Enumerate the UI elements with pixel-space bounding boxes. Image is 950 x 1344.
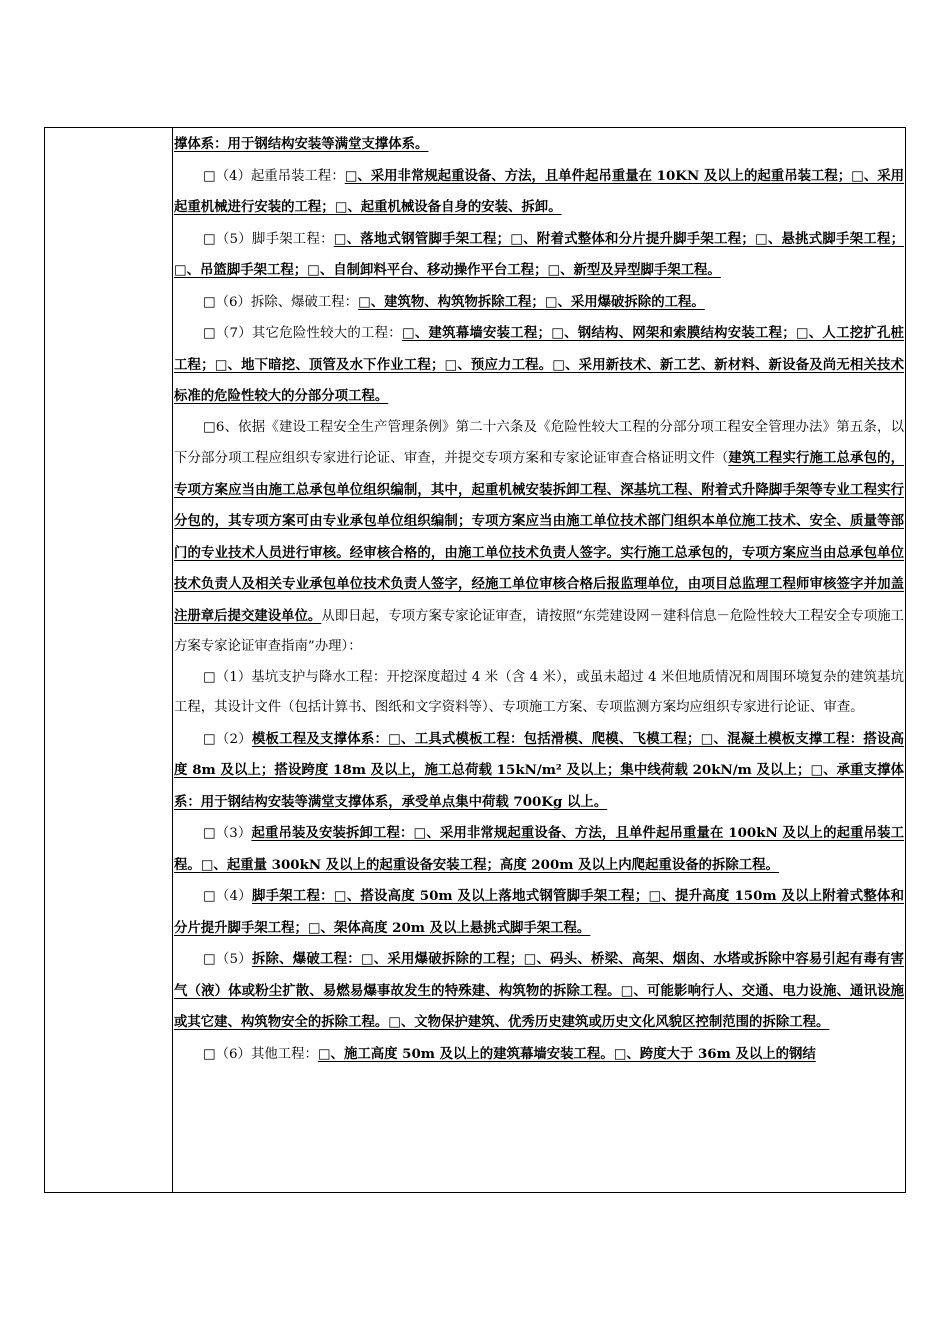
text-segment: □、吊篮脚手架工程；	[174, 262, 308, 278]
text-segment: □、工具式模板工程：包括滑模、爬模、飞模工程；	[388, 730, 701, 747]
paragraph-p3	[174, 287, 904, 319]
paragraph-p9	[174, 881, 904, 944]
content-table	[44, 127, 906, 1193]
paragraph-p0	[174, 129, 904, 161]
text-segment: 从即日起，专项方案专家论证审查，请按照“东莞建设网－建科信息－危险性较大工程安全专项施工方案专家论证审查指南”办理）：	[174, 608, 905, 654]
paragraph-p10	[174, 944, 904, 1039]
text-segment: □、起重机械设备自身的安装、拆卸。	[334, 199, 562, 215]
text-segment: 建筑工程实行施工总承包的，专项方案应当由施工总承包单位组织编制，其中，起重机械安装拆卸工程、深基坑工程、附着式升降脚手架等专业工程实行分包的，其专项方案可由专业承包单位组织编制；专项方案应当由施工单位技术部门组织本单位施工技术、安全、质量等部门的专业技术人员进行审核。经审核合格的，由施工单位技术负责人签字。实行施工总承包的，专项方案应当由总承包单位技术负责人及相关专业承包单位技术负责人签字，经施工单位审核合格后报监理单位，由项目总监理工程师审核签字并加盖注册章后提交建设单位。	[174, 450, 905, 624]
text-segment: □、承重支撑体系：用于钢结构安装等满堂支撑体系，承受单点集中荷载 700Kg 以上。	[174, 762, 904, 810]
paragraph-p4	[174, 318, 904, 413]
text-segment: 脚手架工程：	[251, 888, 334, 904]
text-segment: □、起重量 300kN 及以上的起重设备安装工程；高度 200m 及以上内爬起重设备的拆除工程。	[200, 856, 779, 873]
text-segment: □、采用爆破拆除的工程；	[360, 951, 524, 967]
text-segment: □、新型及异型脚手架工程。	[547, 262, 721, 278]
text-segment: □（5）脚手架工程：	[203, 231, 334, 247]
text-segment: □、悬挑式脚手架工程；	[754, 230, 904, 247]
text-segment: □、混凝土模板支撑工程：搭设高度 8m 及以上；搭设跨度 18m 及以上，施工总荷载 15kN/m² 及以上；集中线荷载 20kN/m 及以上；	[174, 730, 905, 778]
text-segment: 撑体系：用于钢结构安装等满堂支撑体系。	[174, 136, 429, 152]
text-segment: □、采用起重机械进行安装的工程；	[174, 167, 905, 215]
text-segment: □、采用非常规起重设备、方法，且单件起吊重量在 10KN 及以上的起重吊装工程；	[344, 167, 852, 184]
text-segment: □、建筑幕墙安装工程；	[401, 325, 551, 341]
text-segment: □（6）其他工程：	[203, 1046, 318, 1062]
text-segment: □、自制卸料平台、移动操作平台工程；	[307, 262, 548, 278]
text-segment: □6、依据《建设工程安全生产管理条例》第二十六条及《危险性较大工程的分部分项工程安全管理办法》第五条，以下分部分项工程应组织专家进行论证、审查，并提交专项方案和专家论证审查合格证明文件（	[174, 419, 904, 466]
paragraph-p7	[174, 724, 904, 819]
text-segment: □、架体高度 20m 及以上悬挑式脚手架工程。	[307, 919, 591, 936]
text-segment: □（4）起重吊装工程：	[203, 168, 345, 184]
text-segment: □、采用非常规起重设备、方法，且单件起吊重量在 100kN 及以上的起重吊装工程。	[174, 825, 905, 873]
text-segment: □、地下暗挖、顶管及水下作业工程；	[214, 356, 445, 373]
text-segment: □、施工高度 50m 及以上的建筑幕墙安装工程。	[317, 1045, 614, 1062]
text-segment: □（1）基坑支护与降水工程：开挖深度超过 4 米（含 4 米），或虽未超过 4 米但地质情况和周围环境复杂的建筑基坑工程，其设计文件（包括计算书、图纸和文字资料等）、专项施工方案、专项监测方案均应组织专家进行论证、审查。	[174, 669, 904, 715]
text-segment: □（4）	[203, 889, 252, 904]
text-segment: □、采用爆破拆除的工程。	[544, 293, 705, 310]
text-segment: □（7）其它危险性较大的工程：	[203, 326, 402, 341]
text-segment: 拆除、爆破工程：	[251, 951, 361, 967]
text-segment: □、跨度大于 36m 及以上的钢结	[613, 1045, 816, 1062]
text-segment: □（5）	[203, 952, 252, 967]
paragraph-p5	[174, 413, 904, 663]
text-segment: 模板工程及支撑体系：	[251, 730, 389, 747]
paragraph-p2	[174, 224, 904, 287]
text-segment: 起重吊装及安装拆卸工程：	[251, 825, 414, 841]
paragraph-p1	[174, 161, 904, 224]
paragraph-p8	[174, 818, 904, 881]
text-segment: □、码头、桥梁、高架、烟囱、水塔或拆除中容易引起有毒有害气（液）体或粉尘扩散、易燃易爆事故发生的特殊建、构筑物的拆除工程。	[174, 951, 905, 999]
paragraph-p6	[174, 663, 904, 724]
text-segment: □、文物保护建筑、优秀历史建筑或历史文化风貌区控制范围的拆除工程。	[388, 1014, 830, 1030]
text-segment: □、落地式钢管脚手架工程；	[333, 230, 511, 247]
text-segment: □、采用新技术、新工艺、新材料、新设备及尚无相关技术标准的危险性较大的分部分项工程。	[174, 356, 904, 404]
text-segment: □、提升高度 150m 及以上附着式整体和分片提升脚手架工程；	[174, 888, 905, 936]
text-segment: □、预应力工程。	[444, 356, 553, 373]
text-segment: □、建筑物、构筑物拆除工程；	[358, 293, 545, 310]
text-segment: □、搭设高度 50m 及以上落地式钢管脚手架工程；	[333, 888, 649, 904]
text-segment: □（3）	[203, 826, 252, 841]
text-segment: □、可能影响行人、交通、电力设施、通讯设施或其它建、构筑物安全的拆除工程。	[174, 982, 905, 1030]
text-segment: □、人工挖扩孔桩工程；	[174, 325, 905, 373]
text-segment: □（2）	[203, 731, 252, 747]
table-right-column	[173, 128, 905, 1192]
text-segment: □、附着式整体和分片提升脚手架工程；	[510, 230, 755, 247]
paragraph-p11	[174, 1039, 904, 1071]
document-body	[174, 129, 904, 1070]
text-segment: □（6）拆除、爆破工程：	[203, 294, 359, 310]
table-left-column	[45, 128, 173, 1192]
text-segment: □、钢结构、网架和索膜结构安装工程；	[550, 325, 796, 341]
